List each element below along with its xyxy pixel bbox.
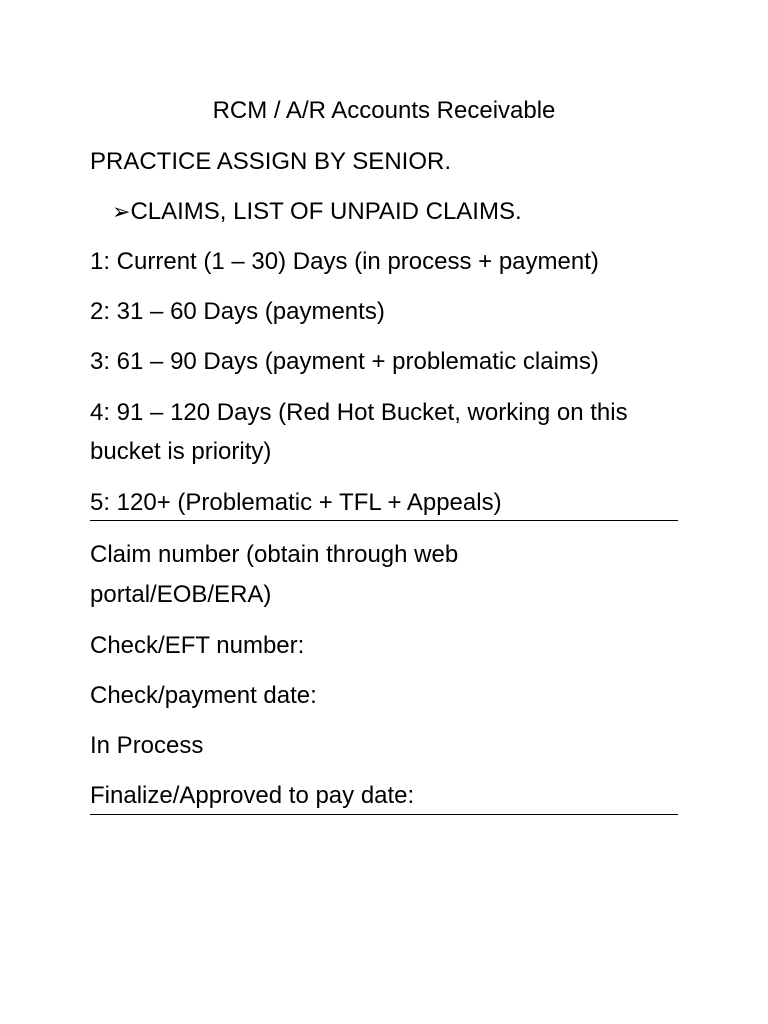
closing-divider xyxy=(90,814,678,815)
intro-line: PRACTICE ASSIGN BY SENIOR. xyxy=(90,148,451,175)
claim-number-field-continued: portal/EOB/ERA) xyxy=(90,581,272,608)
claim-number-field: Claim number (obtain through web xyxy=(90,541,459,568)
section-divider xyxy=(90,520,678,521)
arrow-bullet-icon: ➢ xyxy=(112,199,131,224)
bucket-5: 5: 120+ (Problematic + TFL + Appeals) xyxy=(90,489,502,516)
bucket-4: 4: 91 – 120 Days (Red Hot Bucket, working on this xyxy=(90,399,628,426)
bullet-text: CLAIMS, LIST OF UNPAID CLAIMS. xyxy=(130,198,522,225)
bucket-4-continued: bucket is priority) xyxy=(90,438,272,465)
check-payment-date-field: Check/payment date: xyxy=(90,682,317,709)
bucket-3: 3: 61 – 90 Days (payment + problematic claims) xyxy=(90,348,599,375)
bucket-1: 1: Current (1 – 30) Days (in process + payment) xyxy=(90,248,599,275)
document-title: RCM / A/R Accounts Receivable xyxy=(212,97,556,124)
bucket-2: 2: 31 – 60 Days (payments) xyxy=(90,298,385,325)
bullet-item xyxy=(112,192,522,232)
in-process-field: In Process xyxy=(90,732,204,759)
check-eft-number-field: Check/EFT number: xyxy=(90,632,305,659)
finalize-approved-date-field: Finalize/Approved to pay date: xyxy=(90,782,415,809)
